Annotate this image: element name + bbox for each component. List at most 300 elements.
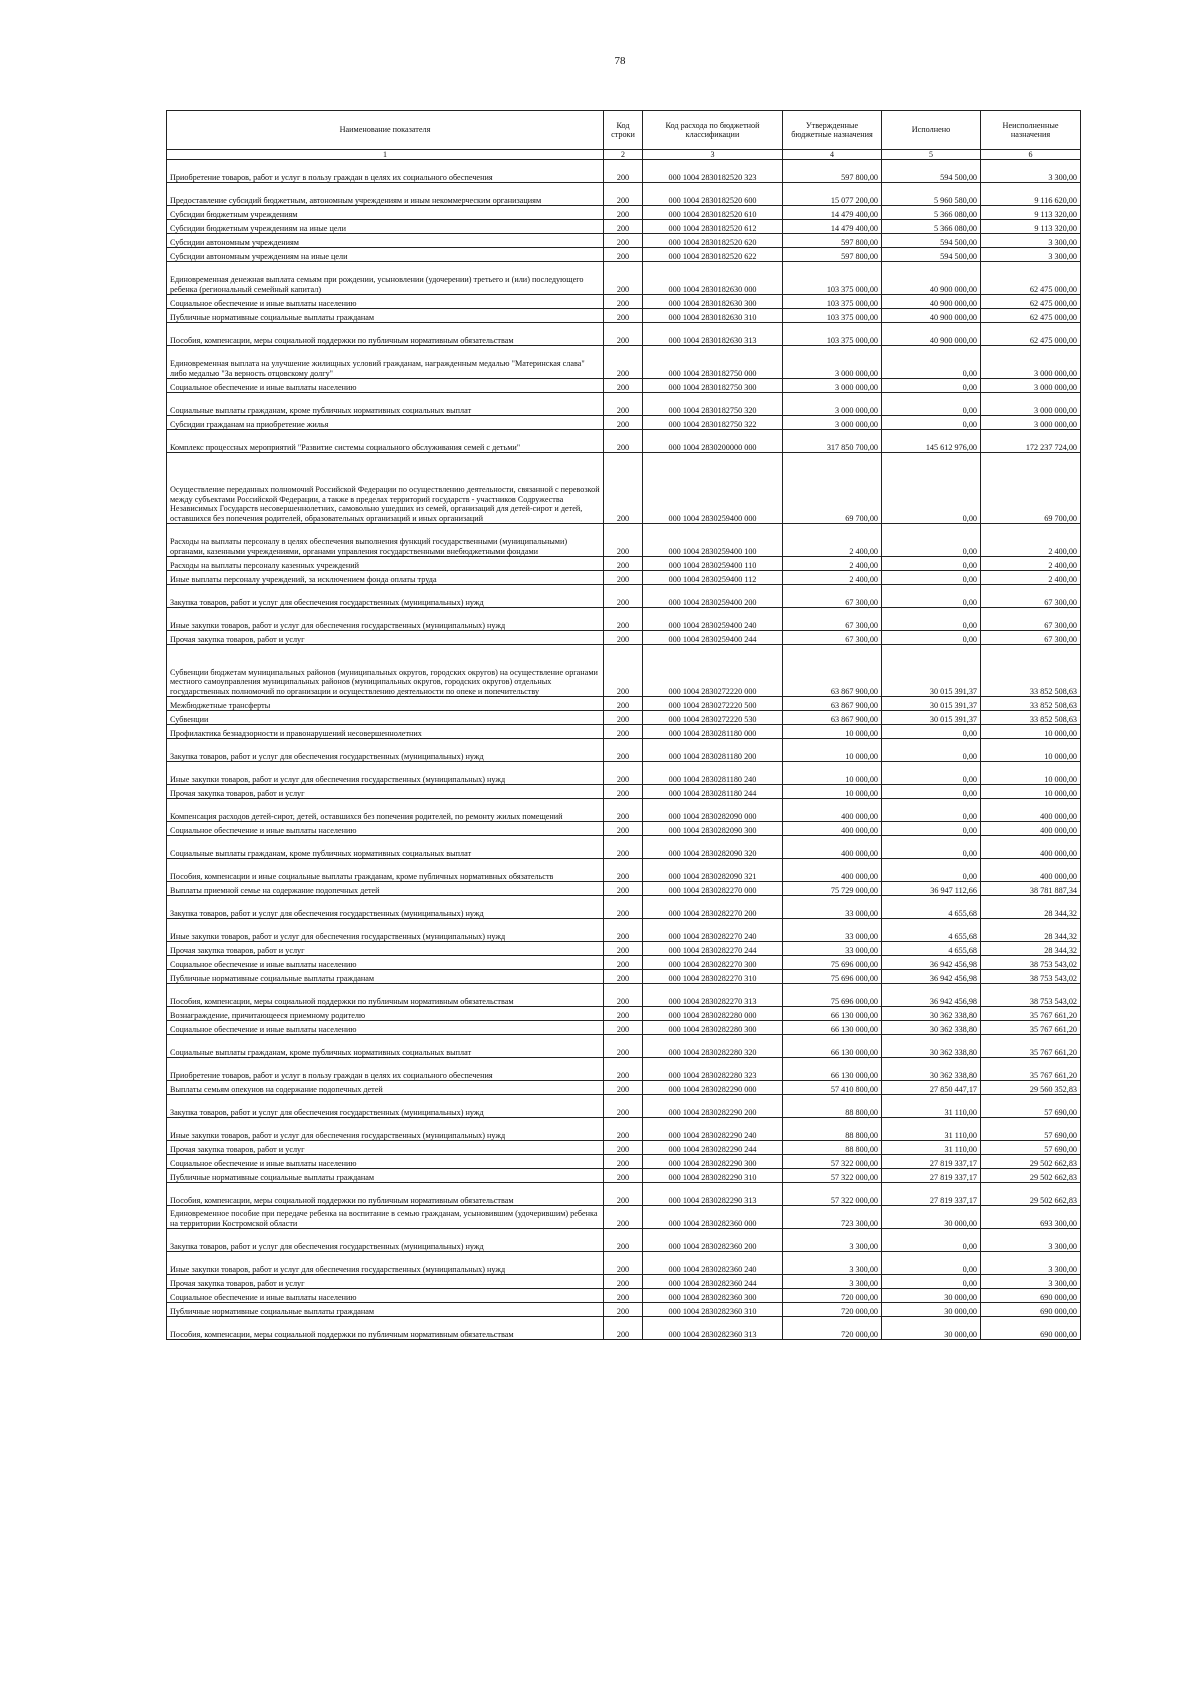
row-unexecuted-amount: 690 000,00 [981,1317,1081,1340]
row-executed-amount: 30 015 391,37 [882,697,981,711]
row-expense-code: 000 1004 2830282090 321 [643,859,783,882]
row-indicator-name: Субсидии гражданам на приобретение жилья [167,416,604,430]
row-executed-amount: 40 900 000,00 [882,295,981,309]
column-number: 5 [882,150,981,160]
row-approved-amount: 75 696 000,00 [783,956,882,970]
row-line-code: 200 [604,1317,643,1340]
header-row [167,111,1081,150]
row-approved-amount: 3 000 000,00 [783,416,882,430]
table-row [167,919,1081,942]
row-expense-code: 000 1004 2830282360 000 [643,1206,783,1229]
row-indicator-name: Иные закупки товаров, работ и услуг для обеспечения государственных (муниципальных) нужд [167,762,604,785]
row-executed-amount: 594 500,00 [882,160,981,183]
row-indicator-name: Комплекс процессных мероприятий "Развитие системы социального обслуживания семей с детьми" [167,430,604,453]
table-row [167,379,1081,393]
row-expense-code: 000 1004 2830272220 500 [643,697,783,711]
table-row [167,1317,1081,1340]
row-approved-amount: 63 867 900,00 [783,697,882,711]
row-expense-code: 000 1004 2830182750 322 [643,416,783,430]
table-row [167,984,1081,1007]
row-unexecuted-amount: 38 753 543,02 [981,970,1081,984]
row-indicator-name: Субсидии бюджетным учреждениям [167,206,604,220]
row-expense-code: 000 1004 2830282360 240 [643,1252,783,1275]
row-indicator-name: Прочая закупка товаров, работ и услуг [167,785,604,799]
row-indicator-name: Публичные нормативные социальные выплаты гражданам [167,970,604,984]
row-approved-amount: 33 000,00 [783,942,882,956]
row-indicator-name: Единовременная денежная выплата семьям при рождении, усыновлении (удочерении) третьего и (или) последующего ребенка (региональный семейный капитал) [167,262,604,295]
row-line-code: 200 [604,739,643,762]
row-approved-amount: 63 867 900,00 [783,711,882,725]
table-row [167,183,1081,206]
row-approved-amount: 10 000,00 [783,785,882,799]
row-unexecuted-amount: 29 502 662,83 [981,1183,1081,1206]
row-expense-code: 000 1004 2830282360 313 [643,1317,783,1340]
row-expense-code: 000 1004 2830282270 310 [643,970,783,984]
page-number: 78 [614,55,626,67]
row-indicator-name: Прочая закупка товаров, работ и услуг [167,631,604,645]
row-line-code: 200 [604,984,643,1007]
row-indicator-name: Пособия, компенсации, меры социальной поддержки по публичным нормативным обязательствам [167,984,604,1007]
row-expense-code: 000 1004 2830182520 612 [643,220,783,234]
row-expense-code: 000 1004 2830282360 310 [643,1303,783,1317]
row-approved-amount: 3 000 000,00 [783,393,882,416]
row-unexecuted-amount: 28 344,32 [981,942,1081,956]
table-row [167,309,1081,323]
row-line-code: 200 [604,1021,643,1035]
table-row [167,262,1081,295]
table-row [167,631,1081,645]
table-row [167,1095,1081,1118]
row-line-code: 200 [604,725,643,739]
row-indicator-name: Публичные нормативные социальные выплаты гражданам [167,1303,604,1317]
row-line-code: 200 [604,416,643,430]
row-indicator-name: Единовременное пособие при передаче ребенка на воспитание в семью гражданам, усыновившим (удочерившим) ребенка на территории Костромской области [167,1206,604,1229]
row-approved-amount: 720 000,00 [783,1303,882,1317]
table-row [167,1007,1081,1021]
row-unexecuted-amount: 3 300,00 [981,1229,1081,1252]
column-number-row [167,150,1081,160]
row-expense-code: 000 1004 2830182630 310 [643,309,783,323]
row-approved-amount: 66 130 000,00 [783,1021,882,1035]
row-indicator-name: Расходы на выплаты персоналу в целях обеспечения выполнения функций государственными (муниципальными) органами, казенными учреждениями, органами управления государственными внебюджетными фондами [167,524,604,557]
row-executed-amount: 0,00 [882,836,981,859]
row-approved-amount: 3 300,00 [783,1229,882,1252]
table-row [167,1155,1081,1169]
table-header [167,111,1081,160]
row-approved-amount: 67 300,00 [783,585,882,608]
row-indicator-name: Прочая закупка товаров, работ и услуг [167,1275,604,1289]
row-expense-code: 000 1004 2830272220 000 [643,645,783,697]
row-indicator-name: Вознаграждение, причитающееся приемному родителю [167,1007,604,1021]
row-expense-code: 000 1004 2830182750 300 [643,379,783,393]
row-line-code: 200 [604,262,643,295]
row-unexecuted-amount: 62 475 000,00 [981,262,1081,295]
table-row [167,524,1081,557]
row-line-code: 200 [604,785,643,799]
row-approved-amount: 57 322 000,00 [783,1155,882,1169]
table-row [167,1229,1081,1252]
row-unexecuted-amount: 28 344,32 [981,896,1081,919]
table-row [167,160,1081,183]
row-line-code: 200 [604,1252,643,1275]
row-executed-amount: 30 362 338,80 [882,1035,981,1058]
table-row [167,608,1081,631]
row-approved-amount: 720 000,00 [783,1289,882,1303]
table-row [167,725,1081,739]
row-approved-amount: 57 322 000,00 [783,1183,882,1206]
row-expense-code: 000 1004 2830282290 313 [643,1183,783,1206]
row-executed-amount: 30 000,00 [882,1289,981,1303]
row-expense-code: 000 1004 2830282270 000 [643,882,783,896]
table-row [167,785,1081,799]
row-executed-amount: 0,00 [882,859,981,882]
row-line-code: 200 [604,645,643,697]
row-executed-amount: 5 366 080,00 [882,220,981,234]
table-row [167,295,1081,309]
row-indicator-name: Социальное обеспечение и иные выплаты населению [167,379,604,393]
row-executed-amount: 27 819 337,17 [882,1155,981,1169]
header-expense-code: Код расхода по бюджетной классификации [643,111,783,150]
row-approved-amount: 33 000,00 [783,919,882,942]
row-indicator-name: Иные закупки товаров, работ и услуг для обеспечения государственных (муниципальных) нужд [167,1252,604,1275]
row-expense-code: 000 1004 2830259400 110 [643,557,783,571]
row-expense-code: 000 1004 2830182750 000 [643,346,783,379]
row-approved-amount: 57 322 000,00 [783,1169,882,1183]
row-executed-amount: 27 819 337,17 [882,1169,981,1183]
table-row [167,220,1081,234]
row-line-code: 200 [604,430,643,453]
row-unexecuted-amount: 33 852 508,63 [981,711,1081,725]
row-indicator-name: Пособия, компенсации и иные социальные выплаты гражданам, кроме публичных нормативных обязательств [167,859,604,882]
row-unexecuted-amount: 10 000,00 [981,762,1081,785]
row-expense-code: 000 1004 2830182630 313 [643,323,783,346]
table-row [167,711,1081,725]
header-approved: Утвержденные бюджетные назначения [783,111,882,150]
column-number: 6 [981,150,1081,160]
row-approved-amount: 103 375 000,00 [783,323,882,346]
row-expense-code: 000 1004 2830281180 240 [643,762,783,785]
row-line-code: 200 [604,323,643,346]
row-indicator-name: Социальное обеспечение и иные выплаты населению [167,1021,604,1035]
row-unexecuted-amount: 67 300,00 [981,631,1081,645]
row-line-code: 200 [604,1007,643,1021]
row-approved-amount: 103 375 000,00 [783,262,882,295]
table-row [167,248,1081,262]
row-unexecuted-amount: 400 000,00 [981,859,1081,882]
column-number: 3 [643,150,783,160]
row-expense-code: 000 1004 2830282280 320 [643,1035,783,1058]
row-executed-amount: 5 960 580,00 [882,183,981,206]
row-approved-amount: 69 700,00 [783,453,882,524]
table-row [167,1118,1081,1141]
table-row [167,1169,1081,1183]
row-approved-amount: 66 130 000,00 [783,1007,882,1021]
row-executed-amount: 0,00 [882,739,981,762]
table-row [167,956,1081,970]
row-executed-amount: 36 942 456,98 [882,984,981,1007]
table-row [167,571,1081,585]
table-row [167,1289,1081,1303]
row-line-code: 200 [604,822,643,836]
row-expense-code: 000 1004 2830259400 112 [643,571,783,585]
table-row [167,1141,1081,1155]
table-row [167,323,1081,346]
row-executed-amount: 0,00 [882,631,981,645]
row-unexecuted-amount: 67 300,00 [981,585,1081,608]
row-expense-code: 000 1004 2830182520 600 [643,183,783,206]
row-executed-amount: 31 110,00 [882,1118,981,1141]
row-line-code: 200 [604,1081,643,1095]
row-unexecuted-amount: 62 475 000,00 [981,323,1081,346]
row-indicator-name: Приобретение товаров, работ и услуг в пользу граждан в целях их социального обеспечения [167,1058,604,1081]
row-unexecuted-amount: 3 300,00 [981,1252,1081,1275]
row-line-code: 200 [604,762,643,785]
table-row [167,1183,1081,1206]
table-row [167,1275,1081,1289]
row-approved-amount: 400 000,00 [783,859,882,882]
row-expense-code: 000 1004 2830282090 000 [643,799,783,822]
row-executed-amount: 0,00 [882,524,981,557]
row-unexecuted-amount: 10 000,00 [981,739,1081,762]
row-line-code: 200 [604,711,643,725]
row-executed-amount: 0,00 [882,379,981,393]
column-number: 2 [604,150,643,160]
row-approved-amount: 75 696 000,00 [783,970,882,984]
row-expense-code: 000 1004 2830282290 244 [643,1141,783,1155]
row-line-code: 200 [604,248,643,262]
row-expense-code: 000 1004 2830282290 240 [643,1118,783,1141]
row-unexecuted-amount: 38 753 543,02 [981,984,1081,1007]
table-row [167,697,1081,711]
row-expense-code: 000 1004 2830282280 000 [643,1007,783,1021]
row-indicator-name: Субвенции бюджетам муниципальных районов (муниципальных округов, городских округов) на осуществление органами местного самоуправления муниципальных районов (муниципальных округов, городских округов) отдельных государственных полномочий по организации и осуществлению деятельности по опеке и попечительству [167,645,604,697]
row-line-code: 200 [604,859,643,882]
row-executed-amount: 0,00 [882,393,981,416]
row-expense-code: 000 1004 2830259400 240 [643,608,783,631]
row-unexecuted-amount: 69 700,00 [981,453,1081,524]
row-executed-amount: 594 500,00 [882,234,981,248]
row-expense-code: 000 1004 2830282360 300 [643,1289,783,1303]
row-expense-code: 000 1004 2830282290 000 [643,1081,783,1095]
row-executed-amount: 30 000,00 [882,1317,981,1340]
row-approved-amount: 66 130 000,00 [783,1058,882,1081]
row-line-code: 200 [604,970,643,984]
row-indicator-name: Прочая закупка товаров, работ и услуг [167,1141,604,1155]
table-row [167,206,1081,220]
table-row [167,859,1081,882]
row-line-code: 200 [604,1095,643,1118]
row-line-code: 200 [604,183,643,206]
row-line-code: 200 [604,1275,643,1289]
row-expense-code: 000 1004 2830281180 244 [643,785,783,799]
row-expense-code: 000 1004 2830282280 300 [643,1021,783,1035]
row-line-code: 200 [604,557,643,571]
row-indicator-name: Выплаты приемной семье на содержание подопечных детей [167,882,604,896]
table-row [167,585,1081,608]
row-line-code: 200 [604,1289,643,1303]
row-unexecuted-amount: 690 000,00 [981,1289,1081,1303]
row-line-code: 200 [604,393,643,416]
row-expense-code: 000 1004 2830282270 200 [643,896,783,919]
row-expense-code: 000 1004 2830282090 300 [643,822,783,836]
row-line-code: 200 [604,919,643,942]
row-expense-code: 000 1004 2830282360 200 [643,1229,783,1252]
row-executed-amount: 30 015 391,37 [882,711,981,725]
budget-execution-table [166,110,1081,1340]
row-approved-amount: 723 300,00 [783,1206,882,1229]
table-row [167,430,1081,453]
row-expense-code: 000 1004 2830282280 323 [643,1058,783,1081]
row-approved-amount: 3 000 000,00 [783,379,882,393]
row-unexecuted-amount: 2 400,00 [981,524,1081,557]
row-indicator-name: Субсидии автономным учреждениям на иные цели [167,248,604,262]
row-unexecuted-amount: 3 000 000,00 [981,393,1081,416]
row-indicator-name: Социальные выплаты гражданам, кроме публичных нормативных социальных выплат [167,836,604,859]
table-row [167,1081,1081,1095]
row-unexecuted-amount: 3 300,00 [981,160,1081,183]
row-line-code: 200 [604,220,643,234]
row-executed-amount: 40 900 000,00 [882,309,981,323]
row-approved-amount: 597 800,00 [783,248,882,262]
table-row [167,942,1081,956]
row-line-code: 200 [604,571,643,585]
column-number: 1 [167,150,604,160]
row-unexecuted-amount: 3 300,00 [981,234,1081,248]
row-executed-amount: 0,00 [882,1229,981,1252]
row-unexecuted-amount: 29 502 662,83 [981,1155,1081,1169]
row-unexecuted-amount: 29 502 662,83 [981,1169,1081,1183]
row-indicator-name: Социальное обеспечение и иные выплаты населению [167,1155,604,1169]
row-unexecuted-amount: 57 690,00 [981,1141,1081,1155]
row-executed-amount: 40 900 000,00 [882,262,981,295]
row-unexecuted-amount: 62 475 000,00 [981,295,1081,309]
row-unexecuted-amount: 3 000 000,00 [981,346,1081,379]
row-indicator-name: Социальные выплаты гражданам, кроме публичных нормативных социальных выплат [167,1035,604,1058]
row-expense-code: 000 1004 2830282090 320 [643,836,783,859]
row-approved-amount: 88 800,00 [783,1118,882,1141]
row-indicator-name: Субвенции [167,711,604,725]
row-indicator-name: Профилактика безнадзорности и правонарушений несовершеннолетних [167,725,604,739]
row-indicator-name: Иные закупки товаров, работ и услуг для обеспечения государственных (муниципальных) нужд [167,919,604,942]
table-row [167,822,1081,836]
row-expense-code: 000 1004 2830200000 000 [643,430,783,453]
row-unexecuted-amount: 3 300,00 [981,1275,1081,1289]
row-line-code: 200 [604,585,643,608]
row-executed-amount: 0,00 [882,799,981,822]
row-executed-amount: 0,00 [882,608,981,631]
row-line-code: 200 [604,379,643,393]
row-executed-amount: 27 850 447,17 [882,1081,981,1095]
row-line-code: 200 [604,1206,643,1229]
row-expense-code: 000 1004 2830259400 100 [643,524,783,557]
row-executed-amount: 36 942 456,98 [882,970,981,984]
row-executed-amount: 4 655,68 [882,896,981,919]
row-expense-code: 000 1004 2830282360 244 [643,1275,783,1289]
row-indicator-name: Субсидии автономным учреждениям [167,234,604,248]
row-approved-amount: 103 375 000,00 [783,309,882,323]
row-approved-amount: 75 729 000,00 [783,882,882,896]
row-approved-amount: 2 400,00 [783,557,882,571]
row-indicator-name: Социальное обеспечение и иные выплаты населению [167,956,604,970]
header-line-code: Код строки [604,111,643,150]
row-indicator-name: Субсидии бюджетным учреждениям на иные цели [167,220,604,234]
row-unexecuted-amount: 38 753 543,02 [981,956,1081,970]
row-line-code: 200 [604,1169,643,1183]
row-approved-amount: 400 000,00 [783,799,882,822]
row-unexecuted-amount: 10 000,00 [981,785,1081,799]
row-executed-amount: 0,00 [882,346,981,379]
row-executed-amount: 0,00 [882,785,981,799]
table-row [167,453,1081,524]
row-unexecuted-amount: 9 113 320,00 [981,220,1081,234]
row-unexecuted-amount: 33 852 508,63 [981,697,1081,711]
row-indicator-name: Социальное обеспечение и иные выплаты населению [167,1289,604,1303]
row-approved-amount: 317 850 700,00 [783,430,882,453]
row-unexecuted-amount: 35 767 661,20 [981,1007,1081,1021]
table-row [167,645,1081,697]
row-unexecuted-amount: 35 767 661,20 [981,1035,1081,1058]
row-expense-code: 000 1004 2830182630 300 [643,295,783,309]
row-line-code: 200 [604,234,643,248]
row-indicator-name: Пособия, компенсации, меры социальной поддержки по публичным нормативным обязательствам [167,323,604,346]
row-indicator-name: Социальные выплаты гражданам, кроме публичных нормативных социальных выплат [167,393,604,416]
row-indicator-name: Пособия, компенсации, меры социальной поддержки по публичным нормативным обязательствам [167,1317,604,1340]
row-line-code: 200 [604,896,643,919]
table-row [167,416,1081,430]
row-line-code: 200 [604,942,643,956]
table-row [167,393,1081,416]
row-expense-code: 000 1004 2830259400 000 [643,453,783,524]
row-line-code: 200 [604,836,643,859]
row-expense-code: 000 1004 2830259400 244 [643,631,783,645]
row-indicator-name: Пособия, компенсации, меры социальной поддержки по публичным нормативным обязательствам [167,1183,604,1206]
row-expense-code: 000 1004 2830282270 240 [643,919,783,942]
row-executed-amount: 5 366 080,00 [882,206,981,220]
row-indicator-name: Компенсация расходов детей-сирот, детей, оставшихся без попечения родителей, по ремонту жилых помещений [167,799,604,822]
table-row [167,1206,1081,1229]
row-unexecuted-amount: 172 237 724,00 [981,430,1081,453]
row-line-code: 200 [604,799,643,822]
row-unexecuted-amount: 400 000,00 [981,799,1081,822]
row-approved-amount: 10 000,00 [783,762,882,785]
row-unexecuted-amount: 690 000,00 [981,1303,1081,1317]
row-approved-amount: 2 400,00 [783,524,882,557]
row-executed-amount: 0,00 [882,585,981,608]
row-approved-amount: 67 300,00 [783,608,882,631]
row-approved-amount: 63 867 900,00 [783,645,882,697]
row-unexecuted-amount: 3 000 000,00 [981,379,1081,393]
row-indicator-name: Закупка товаров, работ и услуг для обеспечения государственных (муниципальных) нужд [167,1229,604,1252]
row-approved-amount: 14 479 400,00 [783,206,882,220]
row-indicator-name: Приобретение товаров, работ и услуг в пользу граждан в целях их социального обеспечения [167,160,604,183]
row-executed-amount: 4 655,68 [882,919,981,942]
header-executed: Исполнено [882,111,981,150]
row-executed-amount: 31 110,00 [882,1095,981,1118]
row-approved-amount: 57 410 800,00 [783,1081,882,1095]
row-unexecuted-amount: 33 852 508,63 [981,645,1081,697]
row-expense-code: 000 1004 2830182520 323 [643,160,783,183]
row-unexecuted-amount: 2 400,00 [981,571,1081,585]
row-expense-code: 000 1004 2830182630 000 [643,262,783,295]
row-approved-amount: 33 000,00 [783,896,882,919]
row-executed-amount: 0,00 [882,822,981,836]
row-indicator-name: Единовременная выплата на улучшение жилищных условий гражданам, награжденным медалью "Материнская слава" либо медалью "За верность отцовскому долгу" [167,346,604,379]
table-row [167,739,1081,762]
row-approved-amount: 2 400,00 [783,571,882,585]
row-line-code: 200 [604,295,643,309]
row-line-code: 200 [604,346,643,379]
row-indicator-name: Публичные нормативные социальные выплаты гражданам [167,1169,604,1183]
